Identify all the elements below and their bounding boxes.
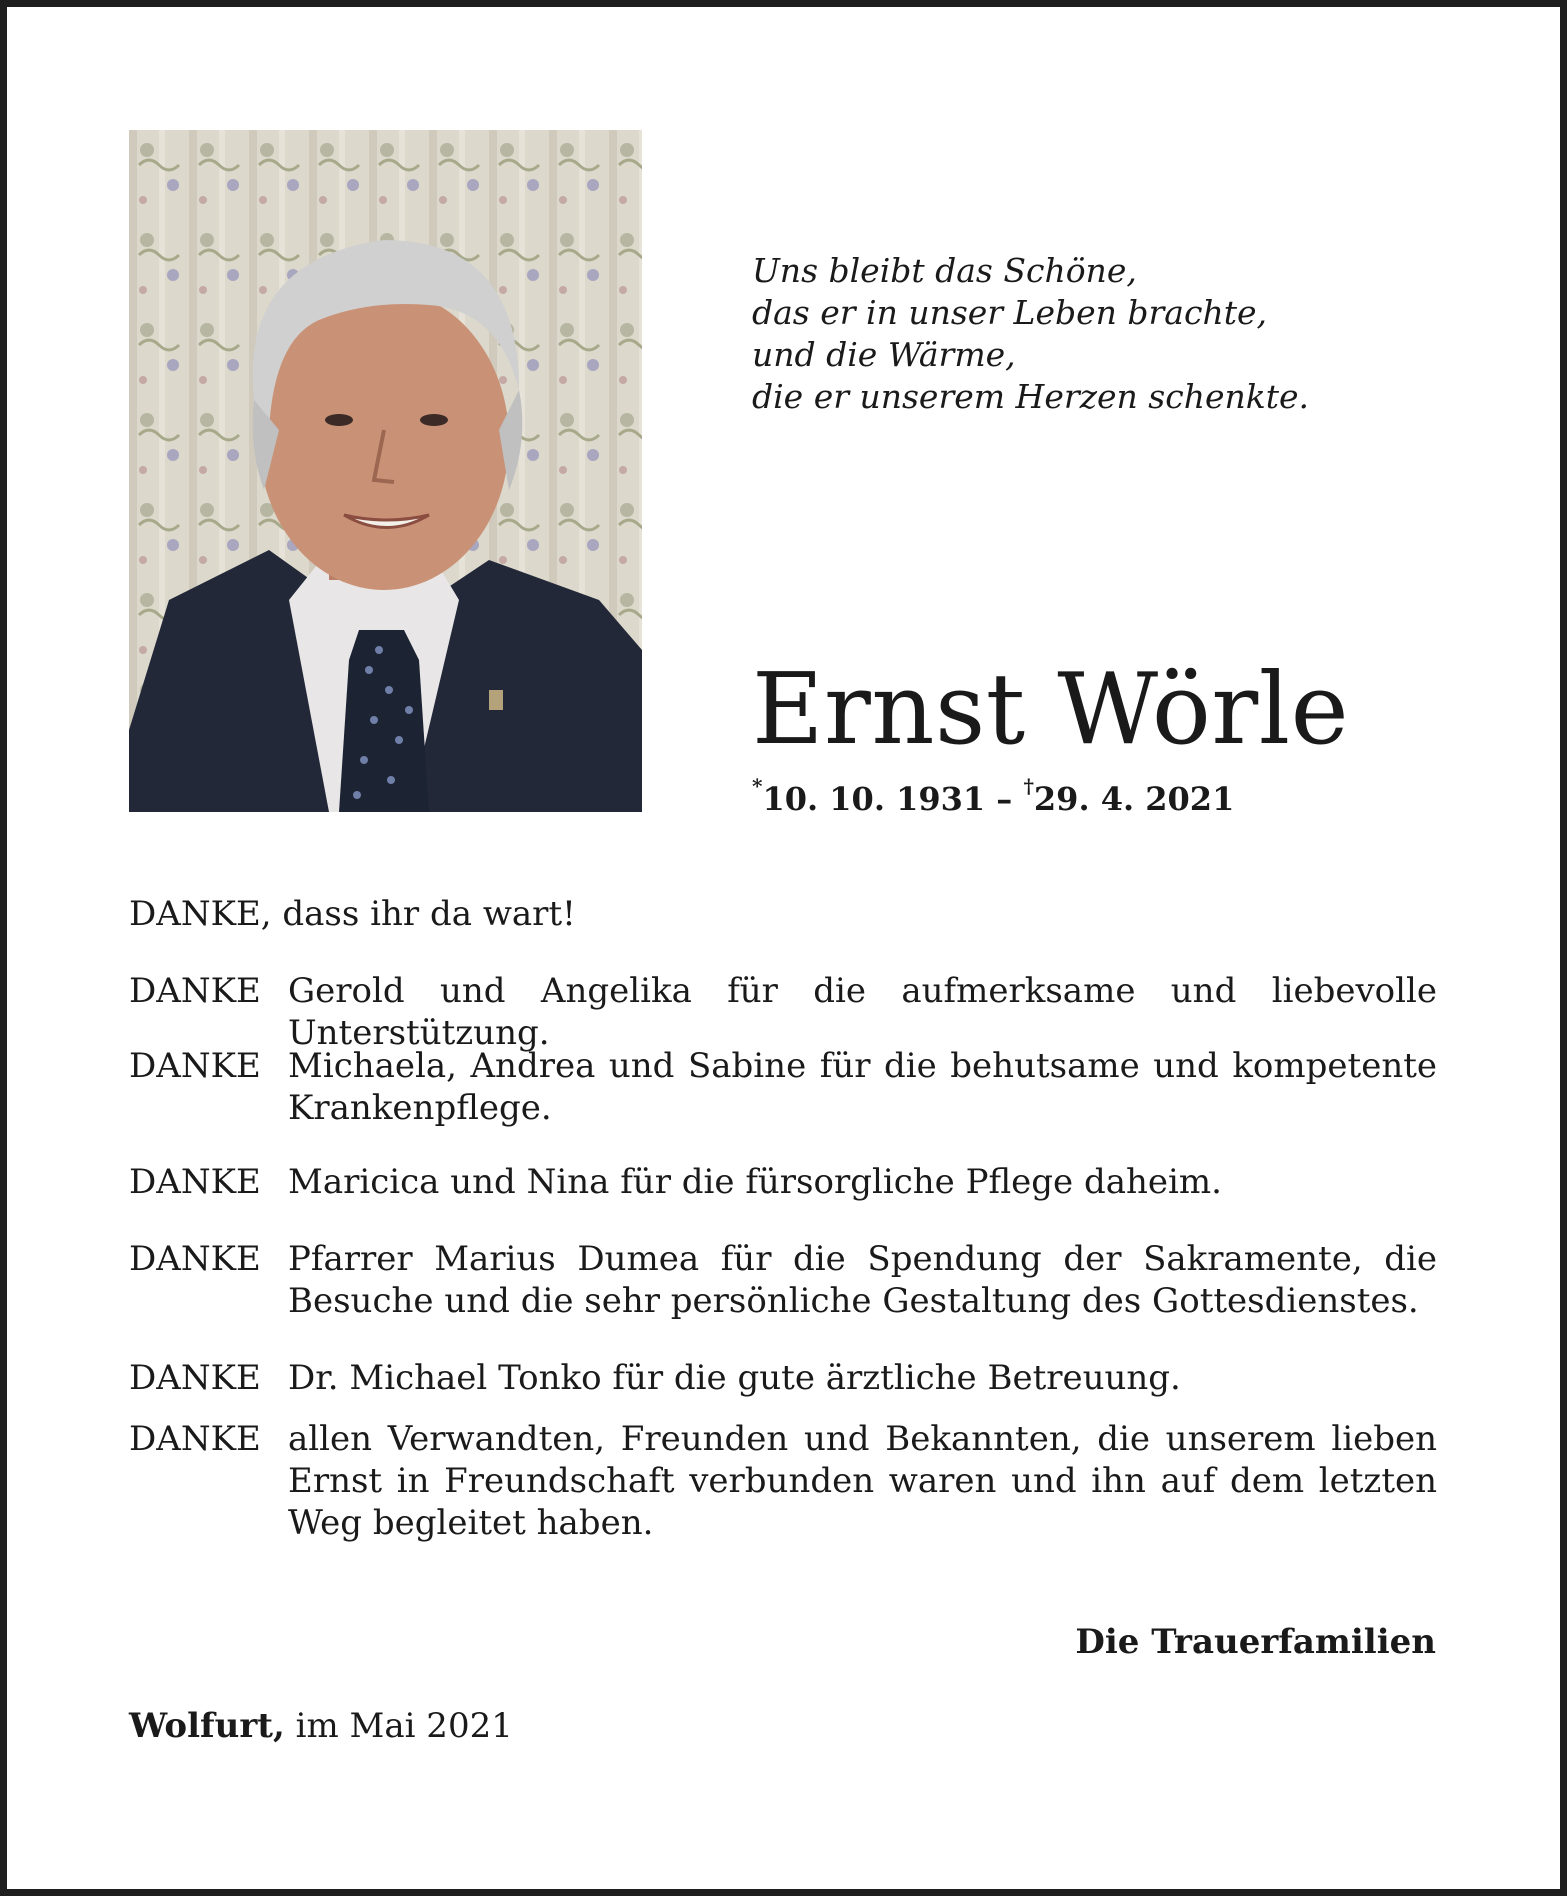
thanks-item — [129, 1238, 1437, 1322]
thanks-item — [129, 1045, 1437, 1129]
thanks-item — [129, 970, 1437, 1054]
thanks-text: Maricica und Nina für die fürsorgliche Pflege daheim. — [288, 1162, 1222, 1202]
death-symbol: † — [1023, 774, 1034, 798]
thanks-keyword: DANKE — [129, 1162, 261, 1202]
deceased-name: Ernst Wörle — [752, 653, 1350, 767]
quote-line: und die Wärme, — [752, 335, 1016, 374]
thanks-item — [129, 1357, 1437, 1399]
thanks-text: Michaela, Andrea und Sabine für die behutsame und kompetente Krankenpflege. — [288, 1046, 1437, 1128]
signature: Die Trauerfamilien — [1075, 1622, 1436, 1662]
quote-line: Uns bleibt das Schöne, — [752, 251, 1137, 290]
place-date — [129, 1706, 513, 1746]
thanks-item — [129, 1418, 1437, 1544]
thanks-text: Pfarrer Marius Dumea für die Spendung der Sakramente, die Besuche und die sehr persönliche Gestaltung des Gottesdienstes. — [288, 1239, 1437, 1321]
memorial-quote — [752, 250, 1309, 418]
place-month: im Mai 2021 — [284, 1706, 513, 1746]
date-separator: – — [985, 780, 1024, 818]
birth-symbol: * — [752, 774, 763, 798]
quote-line: die er unserem Herzen schenkte. — [752, 377, 1310, 416]
birth-date: 10. 10. 1931 — [762, 780, 986, 818]
thanks-intro: DANKE, dass ihr da wart! — [129, 894, 576, 934]
place-town: Wolfurt, — [129, 1706, 285, 1746]
death-date: 29. 4. 2021 — [1033, 780, 1235, 818]
thanks-keyword: DANKE — [129, 1358, 261, 1398]
thanks-keyword: DANKE — [129, 1046, 261, 1086]
quote-line: das er in unser Leben brachte, — [752, 293, 1267, 332]
thanks-keyword: DANKE — [129, 1239, 261, 1279]
thanks-item — [129, 1161, 1437, 1203]
thanks-text: allen Verwandten, Freunden und Bekannten, die unserem lieben Ernst in Freundschaft verbunden waren und ihn auf dem letzten Weg begleitet haben. — [288, 1419, 1437, 1543]
thanks-text: Dr. Michael Tonko für die gute ärztliche Betreuung. — [288, 1358, 1181, 1398]
thanks-text: Gerold und Angelika für die aufmerksame und liebevolle Unterstützung. — [288, 971, 1437, 1053]
life-dates — [752, 774, 1235, 818]
thanks-keyword: DANKE — [129, 1419, 261, 1459]
portrait-photo — [129, 130, 642, 812]
thanks-keyword: DANKE — [129, 971, 261, 1011]
